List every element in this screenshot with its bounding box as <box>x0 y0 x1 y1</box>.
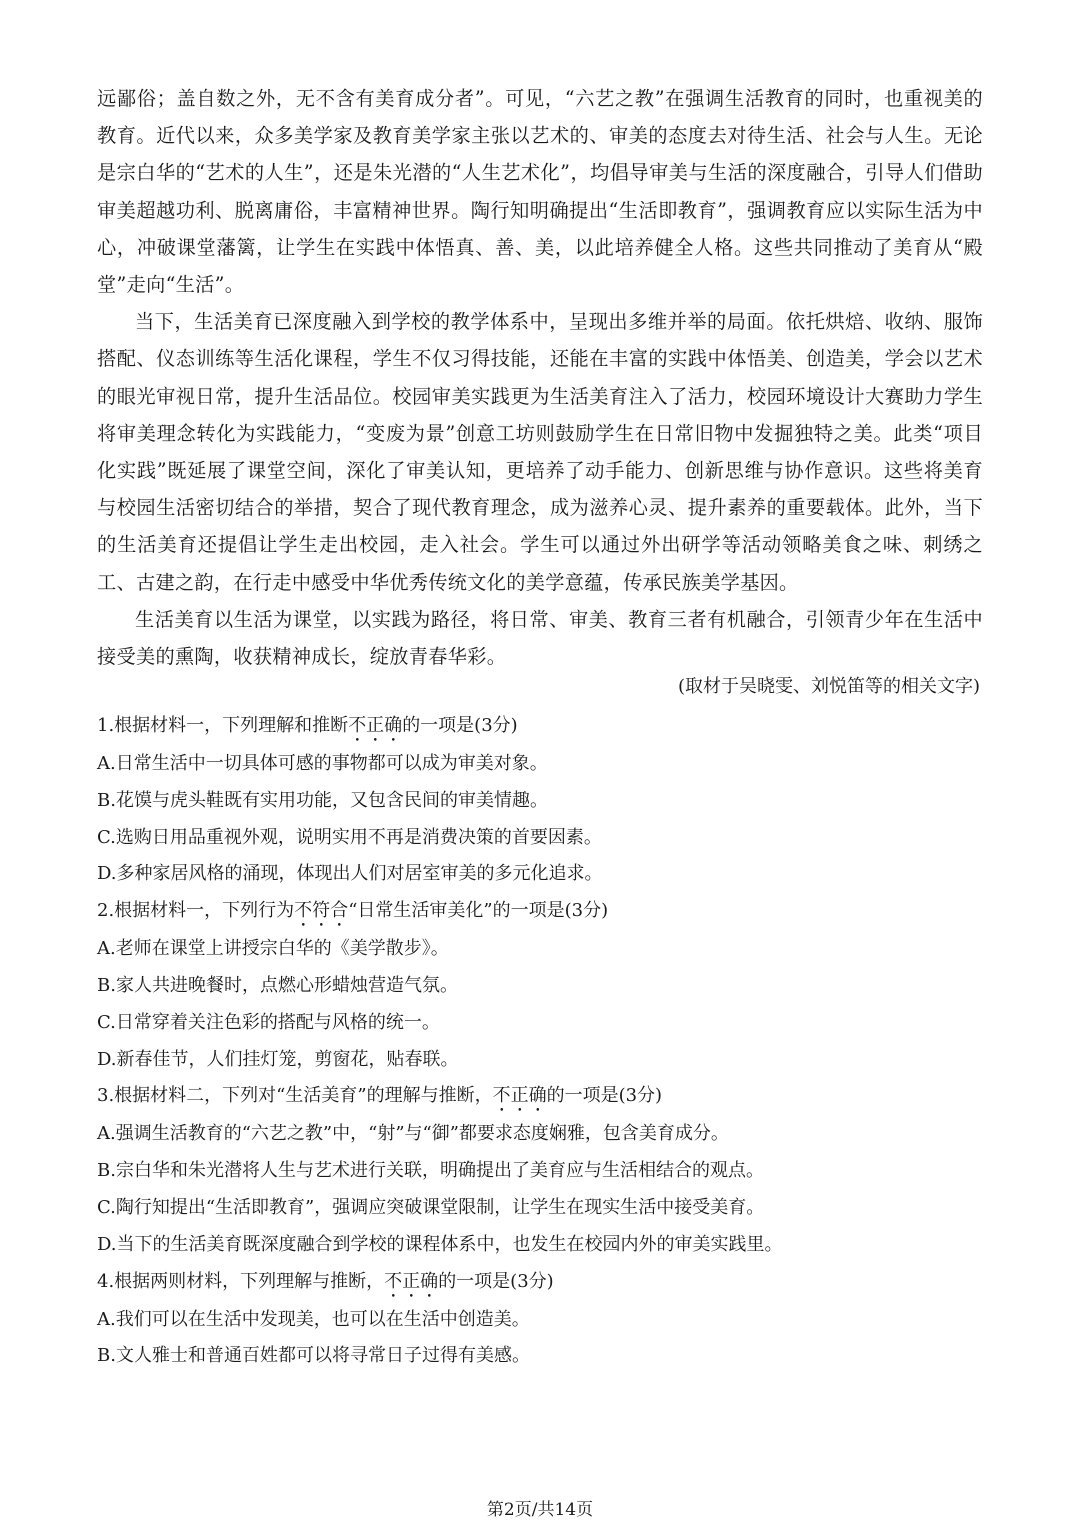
emphasis-mark: 不正确 <box>492 1085 547 1107</box>
question-3-option-d: D.当下的生活美育既深度融合到学校的课程体系中，也发生在校园内外的审美实践里。 <box>97 1233 783 1255</box>
question-3-stem: 3.根据材料二，下列对“生活美育”的理解与推断，不正确的一项是(3分) <box>97 1085 663 1107</box>
question-1-option-a: A.日常生活中一切具体可感的事物都可以成为审美对象。 <box>97 753 548 774</box>
question-4-option-b: B.文人雅士和普通百姓都可以将寻常日子过得有美感。 <box>97 1345 530 1367</box>
passage-paragraph-2: 当下，生活美育已深度融入到学校的教学体系中，呈现出多维并举的局面。依托烘焙、收纳、服饰搭配、仪态训练等生活化课程，学生不仅习得技能，还能在丰富的实践中体悟美、创造美，学会以艺术的眼光审视日常，提升生活品位。校园审美实践更为生活美育注入了活力，校园环境设计大赛助力学生将审美理念转化为实践能力，“变废为景”创意工坊则鼓励学生在日常旧物中发掘独特之美。此类“项目化实践”既延展了课堂空间，深化了审美认知，更培养了动手能力、创新思维与协作意识。这些将美育与校园生活密切结合的举措，契合了现代教育理念，成为滋养心灵、提升素养的重要载体。此外，当下的生活美育还提倡让学生走出校园，走入社会。学生可以通过外出研学等活动领略美食之味、刺绣之工、古建之韵，在行走中感受中华优秀传统文化的美学意蕴，传承民族美学基因。 <box>97 310 983 594</box>
passage-paragraph-1: 远鄙俗；盖自数之外，无不含有美育成分者”。可见，“六艺之教”在强调生活教育的同时，也重视美的教育。近代以来，众多美学家及教育美学家主张以艺术的、审美的态度去对待生活、社会与人生。无论是宗白华的“艺术的人生”，还是朱光潜的“人生艺术化”，均倡导审美与生活的深度融合，引导人们借助审美超越功利、脱离庸俗，丰富精神世界。陶行知明确提出“生活即教育”，强调教育应以实际生活为中心，冲破课堂藩篱，让学生在实践中体悟真、善、美，以此培养健全人格。这些共同推动了美育从“殿堂”走向“生活”。 <box>97 87 983 297</box>
question-2-option-a: A.老师在课堂上讲授宗白华的《美学散步》。 <box>97 938 449 960</box>
emphasis-mark: 不符合 <box>294 900 349 922</box>
question-2-option-b: B.家人共进晚餐时，点燃心形蜡烛营造气氛。 <box>97 974 458 996</box>
passage-source: (取材于吴晓雯、刘悦笛等的相关文字) <box>677 676 980 697</box>
question-1-option-c: C.选购日用品重视外观，说明实用不再是消费决策的首要因素。 <box>97 826 602 848</box>
emphasis-mark: 不正确 <box>384 1270 439 1292</box>
question-1-option-b: B.花馍与虎头鞋既有实用功能，又包含民间的审美情趣。 <box>97 789 548 811</box>
question-4-option-a: A.我们可以在生活中发现美，也可以在生活中创造美。 <box>97 1308 530 1330</box>
question-1-stem: 1.根据材料一，下列理解和推断不正确的一项是(3分) <box>97 715 518 736</box>
question-2-option-c: C.日常穿着关注色彩的搭配与风格的统一。 <box>97 1011 440 1033</box>
question-3-option-b: B.宗白华和朱光潜将人生与艺术进行关联，明确提出了美育应与生活相结合的观点。 <box>97 1160 764 1182</box>
question-3-option-a: A.强调生活教育的“六艺之教”中，“射”与“御”都要求态度娴雅，包含美育成分。 <box>97 1123 729 1145</box>
emphasis-mark: 不正确 <box>348 715 403 736</box>
question-list <box>97 708 983 1375</box>
page-number: 第2页/共14页 <box>486 1500 594 1520</box>
question-1-option-d: D.多种家居风格的涌现，体现出人们对居室审美的多元化追求。 <box>97 863 603 885</box>
question-2-stem: 2.根据材料一，下列行为不符合“日常生活审美化”的一项是(3分) <box>97 900 609 922</box>
reading-passage <box>97 80 983 675</box>
question-3-option-c: C.陶行知提出“生活即教育”，强调应突破课堂限制，让学生在现实生活中接受美育。 <box>97 1196 765 1218</box>
question-4-stem: 4.根据两则材料，下列理解与推断，不正确的一项是(3分) <box>97 1270 554 1292</box>
question-2-option-d: D.新春佳节，人们挂灯笼，剪窗花，贴春联。 <box>97 1048 459 1070</box>
passage-paragraph-3: 生活美育以生活为课堂，以实践为路径，将日常、审美、教育三者有机融合，引领青少年在生活中接受美的熏陶，收获精神成长，绽放青春华彩。 <box>97 607 983 669</box>
